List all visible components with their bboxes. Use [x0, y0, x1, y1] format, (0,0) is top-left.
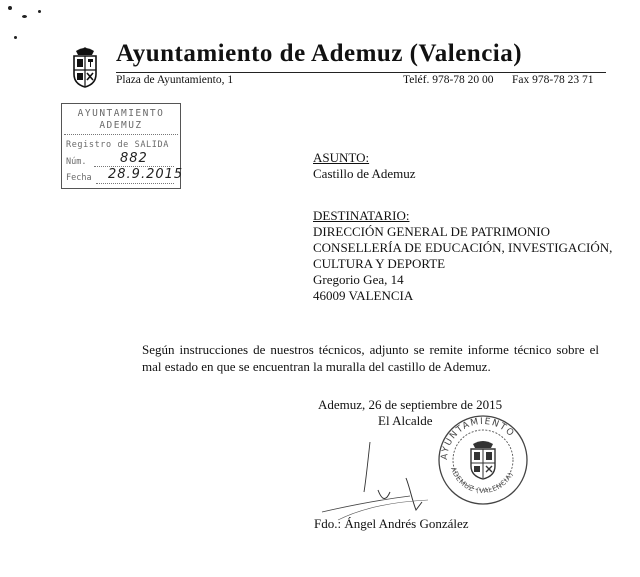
subject-value: Castillo de Ademuz	[313, 166, 416, 181]
scan-speck	[22, 15, 27, 18]
organization-name: Ayuntamiento de Ademuz (Valencia)	[116, 40, 523, 67]
stamp-number-value: 882	[120, 151, 148, 166]
recipient-line: CULTURA Y DEPORTE	[313, 256, 446, 271]
stamp-date-label: Fecha	[66, 173, 92, 183]
svg-text:ADEMUZ (VALENCIA)	[449, 466, 515, 495]
letter-body: Según instrucciones de nuestros técnicos, adjunto se remite informe técnico sobre el mal estado en que se encuentran la muralla del castillo de Ademuz.	[142, 342, 599, 374]
stamp-registry-line: Registro de SALIDA	[66, 140, 169, 150]
stamp-date-value: 28.9.2015	[108, 167, 184, 182]
signatory-role: El Alcalde	[378, 413, 433, 428]
stamp-date-rule	[96, 183, 174, 184]
municipal-coat-of-arms-icon	[70, 46, 100, 88]
recipient-line: 46009 VALENCIA	[313, 288, 414, 303]
stamp-divider	[64, 134, 178, 135]
subject-label: ASUNTO:	[313, 150, 370, 165]
scan-speck	[8, 6, 12, 10]
registry-stamp	[61, 103, 184, 189]
signed-by: Fdo.: Ángel Andrés González	[314, 516, 469, 531]
organization-address: Plaza de Ayuntamiento, 1	[116, 74, 234, 86]
stamp-town-line: ADEMUZ	[99, 120, 143, 131]
organization-fax: Fax 978-78 23 71	[512, 74, 594, 86]
recipient-line: CONSELLERÍA DE EDUCACIÓN, INVESTIGACIÓN,	[313, 240, 613, 255]
recipient-line: DIRECCIÓN GENERAL DE PATRIMONIO	[313, 224, 551, 239]
official-seal-icon	[433, 408, 533, 508]
scan-speck	[14, 36, 17, 39]
stamp-number-label: Núm.	[66, 157, 87, 167]
scan-speck	[38, 10, 41, 13]
recipient-line: Gregorio Gea, 14	[313, 272, 404, 287]
stamp-org-line: AYUNTAMIENTO	[77, 108, 165, 119]
seal-text: AYUNTAMIENTO	[439, 416, 517, 461]
organization-phone: Teléf. 978-78 20 00	[403, 74, 494, 86]
place-and-date: Ademuz, 26 de septiembre de 2015	[318, 397, 503, 412]
seal-bottom-text: ADEMUZ (VALENCIA)	[448, 466, 515, 496]
recipient-label: DESTINATARIO:	[313, 208, 410, 223]
header-divider	[116, 72, 606, 73]
